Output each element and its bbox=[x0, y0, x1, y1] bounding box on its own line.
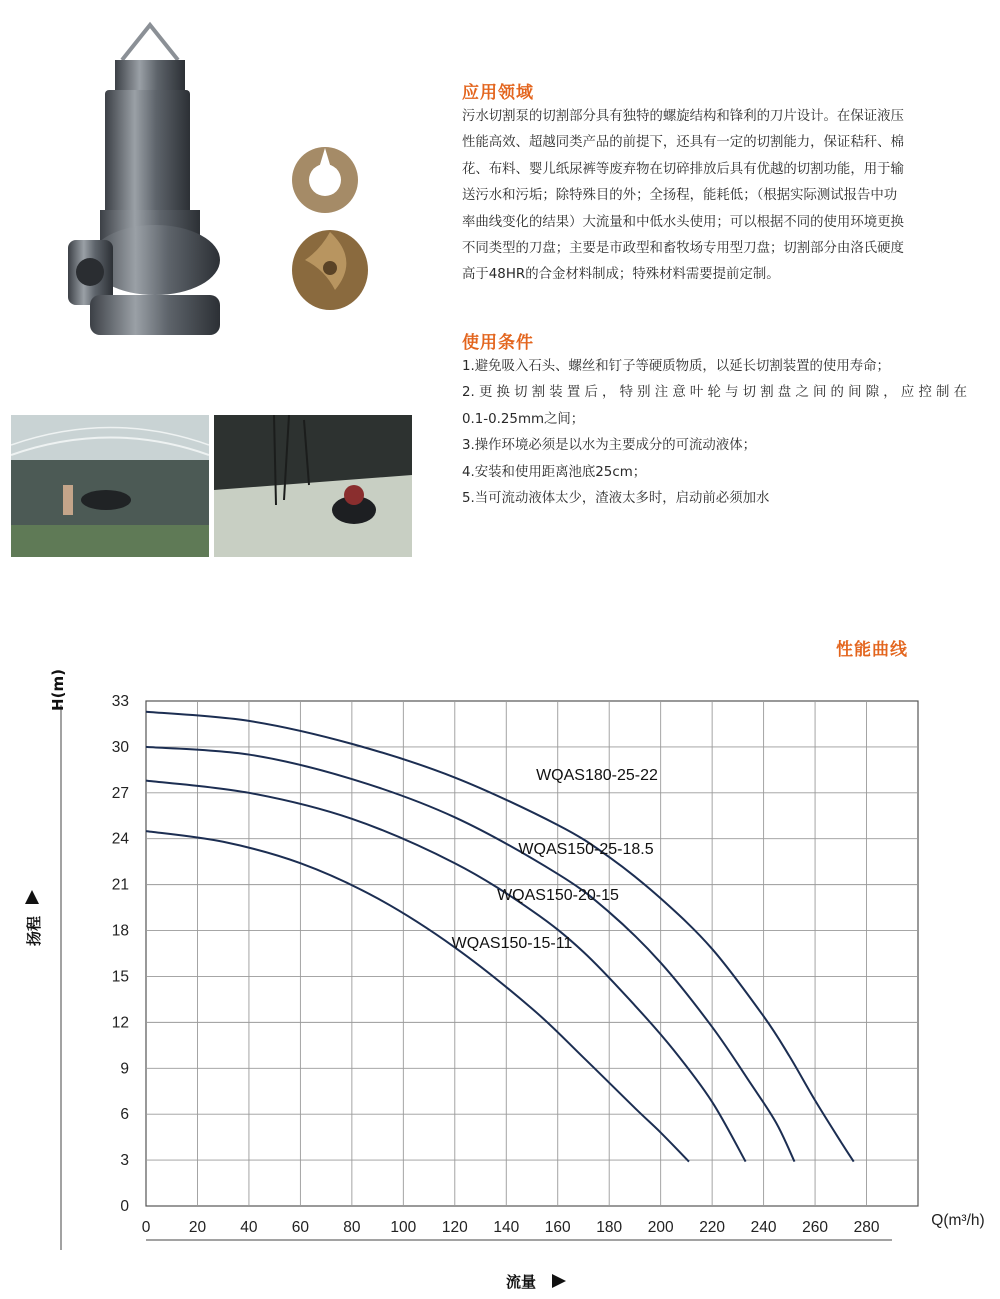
x-tick-label: 100 bbox=[390, 1219, 417, 1236]
y-tick-label: 12 bbox=[111, 1014, 129, 1032]
plot-frame bbox=[146, 701, 918, 1206]
application-line: 不同类型的刀盘；主要是市政型和畜牧场专用型刀盘；切割部分由洛氏硬度 bbox=[462, 241, 904, 257]
y-axis-label: 扬程 bbox=[25, 915, 43, 947]
impeller-image bbox=[292, 230, 368, 310]
y-tick-label: 3 bbox=[120, 1152, 129, 1170]
performance-chart bbox=[0, 650, 1000, 1299]
y-tick-label: 21 bbox=[111, 876, 129, 894]
application-line: 性能高效、超越同类产品的前提下，还具有一定的切割能力，保证秸秆、棉 bbox=[462, 135, 904, 151]
application-line: 送污水和污垢；除特殊目的外；全扬程，能耗低；（根据实际测试报告中功 bbox=[462, 188, 898, 204]
x-tick-label: 20 bbox=[188, 1219, 207, 1236]
x-axis-label: 流量 bbox=[505, 1273, 537, 1291]
application-section-title: 应用领域 bbox=[462, 83, 534, 103]
y-axis-unit: H(m) bbox=[49, 669, 67, 711]
installation-photo-pit bbox=[214, 415, 412, 557]
cutting-disc-image bbox=[292, 147, 358, 213]
curve-label: WQAS150-15-11 bbox=[451, 935, 573, 952]
y-tick-label: 24 bbox=[111, 830, 129, 848]
pump-product-image bbox=[60, 15, 240, 345]
x-tick-label: 40 bbox=[240, 1219, 258, 1236]
application-description bbox=[462, 104, 964, 289]
chart-grid bbox=[146, 701, 918, 1206]
cutting-parts-image bbox=[285, 140, 375, 320]
condition-item: 2.更换切割装置后，特别注意叶轮与切割盘之间的间隙，应控制在 bbox=[462, 385, 967, 401]
y-tick-label: 18 bbox=[111, 922, 129, 940]
x-tick-label: 200 bbox=[647, 1219, 674, 1236]
curve-label: WQAS150-20-15 bbox=[497, 887, 619, 904]
chart-title: 性能曲线 bbox=[836, 640, 908, 660]
x-axis-unit: Q(m³/h) bbox=[931, 1212, 985, 1229]
conditions-section-title: 使用条件 bbox=[462, 333, 534, 353]
x-tick-label: 220 bbox=[699, 1219, 726, 1236]
y-tick-label: 27 bbox=[111, 784, 129, 802]
condition-item: 1.避免吸入石头、螺丝和钉子等硬质物质，以延长切割装置的使用寿命； bbox=[462, 359, 890, 374]
x-tick-label: 140 bbox=[493, 1219, 520, 1236]
x-tick-label: 160 bbox=[544, 1219, 571, 1236]
x-tick-label: 180 bbox=[596, 1219, 623, 1236]
y-tick-label: 6 bbox=[120, 1106, 129, 1124]
condition-item: 3.操作环境必须是以水为主要成分的可流动液体； bbox=[462, 438, 756, 454]
y-tick-label: 9 bbox=[120, 1060, 129, 1078]
y-tick-label: 15 bbox=[111, 968, 129, 986]
x-tick-label: 280 bbox=[853, 1219, 880, 1236]
x-tick-label: 80 bbox=[343, 1219, 361, 1236]
installation-photo-pond bbox=[11, 415, 209, 557]
conditions-list bbox=[462, 354, 967, 512]
x-tick-label: 60 bbox=[291, 1219, 310, 1236]
application-line: 率曲线变化的结果）大流量和中低水头使用；可以根据不同的使用环境更换 bbox=[462, 214, 904, 230]
application-line: 高于48HR的合金材料制成；特殊材料需要提前定制。 bbox=[462, 267, 780, 283]
y-tick-label: 33 bbox=[111, 693, 129, 710]
curve-label: WQAS150-25-18.5 bbox=[518, 841, 654, 858]
application-line: 污水切割泵的切割部分具有独特的螺旋结构和锋利的刀片设计。在保证液压 bbox=[462, 109, 904, 124]
y-axis-arrow-icon bbox=[25, 890, 39, 904]
condition-item: 5.当可流动液体太少，渣液太多时，启动前必须加水 bbox=[462, 491, 770, 507]
x-tick-label: 240 bbox=[750, 1219, 777, 1236]
x-tick-label: 0 bbox=[141, 1219, 151, 1236]
x-axis-arrow-icon bbox=[552, 1274, 566, 1288]
x-tick-label: 120 bbox=[441, 1219, 468, 1236]
condition-item: 4.安装和使用距离池底25cm； bbox=[462, 464, 647, 480]
condition-item: 0.1-0.25mm之间； bbox=[462, 411, 585, 427]
curve-label: WQAS180-25-22 bbox=[536, 767, 658, 784]
y-tick-label: 30 bbox=[111, 738, 129, 756]
application-line: 花、布料、婴儿纸尿裤等废弃物在切碎排放后具有优越的切割功能，用于输 bbox=[462, 161, 904, 177]
x-tick-label: 260 bbox=[802, 1219, 829, 1236]
y-tick-label: 0 bbox=[120, 1198, 129, 1215]
